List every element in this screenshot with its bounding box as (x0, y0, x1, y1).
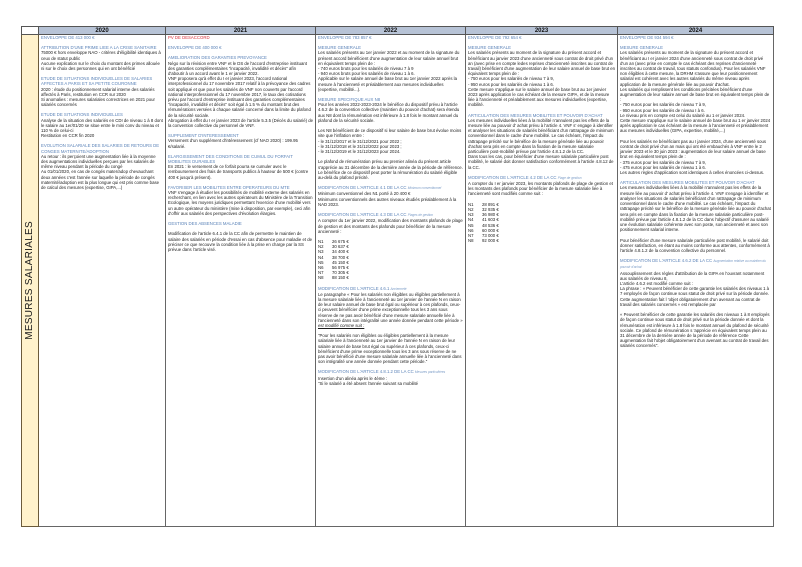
amount: 56 975 € (332, 264, 349, 270)
amount: 38 700 € (332, 254, 349, 260)
amount: 30 637 € (332, 244, 349, 250)
corner-cell (22, 27, 39, 35)
amount: 60 000 € (482, 227, 499, 233)
section-2020-2 (41, 76, 163, 107)
section-body: Les mesures individuelles liées à la mobilité n'annulent pas les effets de la mesure liée au pouvoir d' achat prévu à l'article 4. VNF s' engage à identifier et analyser les situations de salariés bénéficiant d'un rattrapage de minimum conventionnel dans le cadre d'une mobilité. Le cas échéant, l'impact du rattrapage précité sur le bénéfice de la mesure générale liée au pouvoir d'achat sera pris en compte dans la fixation de la mesure salariale particulière post-mobilité prévue par l'article 4.8.1.2 de la CC. Dans tous les cas, pour bénéficier d'une mesure salariale particulière post mobilité, le salarié doit donner satisfaction conformément à l'article 4.8.12 de la CC. (468, 117, 614, 170)
cell-2023 (466, 35, 618, 527)
amount: 28 891 € (482, 201, 499, 207)
section-note: Plages de gestion (407, 213, 434, 218)
amount: 26 675 € (332, 238, 349, 244)
section-title: MODIFICATION DE L'ARTICLE 4.6.1 (318, 285, 390, 291)
section-title: AMELIORATION DES GARANTIES PREVOYANCE (168, 55, 267, 61)
amount: 45 150 € (332, 259, 349, 265)
section-note: Minimum conventionnel (407, 186, 442, 191)
section-body: A compter du 1er janvier 2022, modification des montants plafonds de plage de gestion et des montants des plafonds pour bénéficier de la mesure ancienneté : (318, 218, 464, 234)
section-title: MESURE GENERALE (620, 45, 663, 51)
row-label: MESURES SALARIALES (24, 220, 36, 340)
section-title: ETUDE DE SITUATIONS INDIVIDUELLES (41, 112, 123, 118)
section-title: SUPPLEMENT D'INTERESSEMENT (168, 133, 239, 139)
section-title: GESTION DES ABSENCES MALADIE (168, 221, 242, 227)
section-body: A compter du I er janvier 2023, les montants plafonds de plage de gestion et les montants des plafonds pour bénéficier de la mesure salariale liée à l'ancienneté sont modifiés comme suit : (468, 181, 615, 197)
section-2024-art462 (620, 258, 771, 348)
section-title: FAVORISER LES MOBILITES ENTRE OPERATEURS DU MTE (168, 184, 290, 190)
level: N4 (318, 254, 324, 260)
section-body-text: Le paragraphe « Pour les salariés non éligibles ou éligibles partiellement à la mesure salariale liée à l'ancienneté au 1er janvier de l'année N en raison de leur salaire annuel de base brut égal ou supérieur à ces plafonds, ceux-ci peuvent bénéficier d'une prime exceptionnelle tous les 3 ans sous réserve de ne pas avoir bénéficié d'une mesure salariale annuelle liée à l'ancienneté dans son intégralité une année donnée pendant cette période » (318, 291, 463, 323)
cell-2021 (166, 35, 316, 527)
section-note: Mesures particulières (414, 370, 446, 375)
row-label-cell (22, 35, 39, 527)
section-title: ETUDE DE SITUATIONS INDIVIDUELLES DE SALARIES AFFECTES A PARIS ET SA PETITE COURONNE (41, 76, 153, 87)
section-2022-n8 (318, 97, 463, 180)
section-title: MODIFICATION DE L'ARTICLE 4.2 DE LA CC (468, 174, 557, 180)
section-body: Modification de l'article 6.4.1 de la CC afin de permettre le maintien de salaire des salariés en période d'essai en cas d'absence pour maladie et de préciser ce que recouvre la condition liée à la prise en charge par la SS prévue dans l'article visé. (168, 231, 314, 252)
section-title: MODIFICATION DE L'ARTICLE 4.6.2 DE LA CC (620, 258, 713, 264)
level: N7 (318, 270, 324, 276)
amount: 32 935 € (482, 206, 499, 212)
level: N8 (468, 238, 474, 244)
level: N4 (468, 217, 474, 223)
section-title: ATTRIBUTION D'UNE PRIME LIEE A LA CRISE SANITAIRE (41, 45, 157, 51)
section-2020-4 (41, 143, 163, 190)
status-2021: PV DE DESACCORD (168, 35, 210, 40)
level-table-2023 (468, 202, 615, 244)
section-2021-4 (168, 185, 313, 216)
level: N1 (318, 238, 324, 244)
amount: 36 980 € (482, 212, 499, 218)
level: N2 (318, 244, 324, 250)
section-body: Assouplissement des règles d'attribution de la GIPA en l'ouvrant notamment aux salariés de niveau 8, L'article 4.6.2 est modifié comme suit : La phrase : « Peuvent bénéficier de cette garantie les salariés des niveaux 1 à 7 employés de façon continue sous statut de droit privé sur la période donnée. Cette augmentation fait l 'objet obligatoirement d'un avenant au contrat de travail des salariés concernés » est remplacée par « Peuvent bénéficier de cette garantie les salariés des niveaux 1 à 8 employés de façon continue sous statut de droit privé sur la période donnée et dont la rémunération est inférieure à 1.8 fois le montant annuel du plafond de sécurité sociale. Ce plafond de rémunération s 'apprécie en équivalent temps plein au 31 décembre de la dernière année de la période de référence Cette augmentation fait l'objet obligatoirement d'un avenant au contrat de travail des salariés concernés". (620, 270, 770, 349)
section-body: Versement d'un supplément d'intéressement (cf NAO 2020) : 199.95 €/salarié. (168, 138, 300, 149)
column-header-2022: 2022 (316, 27, 466, 35)
section-body: En 2021 : le versement de ce forfait pourra se cumuler avec le remboursement des frais de transports publics à hauteur de 500 € (contre 400 € jusqu'à présent). (168, 164, 310, 180)
section-title: EVOLUTION SALARIALE DES SALARIES DE RETOURS DE CONGES MATERNITE/ADOPTION (41, 143, 160, 154)
section-2024-mobility (620, 180, 771, 253)
column-header-2024: 2024 (618, 27, 774, 35)
section-2021-1 (168, 55, 313, 128)
column-header-2023: 2023 (466, 27, 618, 35)
section-2023-general (468, 45, 615, 107)
section-quote: "Pour les salariés non éligibles ou éligibles partiellement à la mesure salariale liée à l'ancienneté au 1er janvier de l'année N en raison de leur salaire annuel de base brut égal ou supérieur à ces plafonds, ceux-ci bénéficient d'une prime exceptionnelle tous les 3 ans sous réserve de ne pas avoir bénéficié d'une mesure salariale annuelle liée à l'ancienneté dans son intégralité une année donnée pendant cette période." (318, 333, 463, 365)
section-title: MESURE GENERALE (468, 45, 511, 51)
section-2023-mobility (468, 113, 615, 170)
amount: 48 536 € (482, 222, 499, 228)
section-body: 75000 € hors enveloppe NAO - critères d'éligibilité identiques à ceux de statut public Aucune explication sur le choix du montant des primes allouée ni sur le choix des personnes qui en ont bénéficié (41, 50, 161, 72)
cell-2022 (316, 35, 466, 527)
level: N6 (468, 227, 474, 233)
section-body (318, 292, 463, 328)
section-body: Les mesures individuelles liées à la mobilité n'annulent pas les effets de la mesure liée au pouvoir d' achat prévu à l'article 4. VNF s'engage à identifier et analyser les situations de salariés bénéficiant d'un rattrapage de minimum conventionnel dans le cadre d'une mobilité. Le cas échéant, l'impact du rattrapage précité sur le bénéfice de la mesure générale liée au pouvoir d'achat sera pris en compte dans la fixation de la mesure salariale particulière post-mobilité prévue par l'article 4.8.1.2 de la CC dans l'objectif d'assurer au salarié une évolution salariale cohérente avec son poste, son ancienneté et avec son positionnement salarial interne. Pour bénéficier d'une mesure salariale particulière post mobilité, le salarié doit donner satisfaction, en étant au moins conforme aux attentes, conformément à l'article 4.8.1.2 de la convention collective du personnel. (620, 185, 771, 253)
cell-2020 (39, 35, 166, 527)
cell-2024 (618, 35, 774, 527)
section-body: 2020 : étude du positionnement salarial interne des salariés affectés à Paris, restitution en CCR sur 2020 Si anomalies : mesures salariales correctrices en 2021 pour salariés concernés (41, 86, 155, 108)
amount: 34 400 € (332, 249, 349, 255)
section-2021-5 (168, 221, 313, 252)
level: N3 (318, 249, 324, 255)
section-2020-1 (41, 45, 163, 71)
section-body: Au retour : ils perçoient une augmentation liée à la moyenne des augmentations individuelles perçues par les salariés de même niveau pendant la période du congé Au 01/01/2020, en cas de congés mater/adop chevauchant deux années c'est l'année sur laquelle la période de congés maternité/adoption est la plus longue qui est pris comme base de calcul des mesures (expertise, GIPA,...) (41, 153, 159, 191)
level: N8 (318, 275, 324, 281)
section-2022-art43 (318, 212, 463, 280)
section-2022-general (318, 45, 463, 92)
section-body: Les salariés présents au moment de la signature du présent accord et bénéficiant au janvier 2023 d'une ancienneté sous contrat de droit privé d'un an (avec prise en compte ledes reprises d'ancienneté inscrites au contrat de travail) bénéficient d'une augmentation de leur salaire annuel de base brut en équivalent temps plein de : - 750 euros pour les salariés de niveau 7 à 9, - 950 euros pour les salariés de niveau 1 à 6. Cette mesure s'applique sur le salaire annuel de base brut au 1er janvier 2023 après application le cas échéant de la mesure GIPA, et de la mesure liée à l'ancienneté et préalablement aux mesures individuelles (expertise, mobilité. (468, 50, 616, 108)
amount: 41 603 € (482, 217, 499, 223)
envelope-2020: ENVELOPPE DE 413 000 € (41, 35, 95, 40)
section-title: MODIFICATION DE L'ARTICLE 4.8.1.2 DE LA CC (318, 369, 414, 375)
section-2021-3 (168, 154, 313, 180)
column-header-2020: 2020 (39, 27, 166, 35)
salary-measures-table (21, 26, 773, 527)
section-title: MODIFICATION DE L'ARTICLE 4.1 DE LA CC (318, 185, 407, 191)
section-body: Négo sur la révision entre VNF et le DS de l'accord d'entreprise instituant des garanties complémentaires "incapacité, invalidité et décès" afin d'aboutir à un accord avant le 1 er janvier 2022. VNF proposera qu'à effet du I er janvier 2023, l'accord national interprofessionnel du 17 novembre 2017 relatif à la prévoyance des cadres soit appliqué et que pour les salariés de VNF non couverts par l'accord national interprofessionnel du 17 novembre 2017, le taux des cotisations prévu par l'accord d'entreprise instituant des garanties complémentaires "incapacité, invalidité et décès" soit égal à 1.5 % du montant brut des rémunérations versées à chaque salarié concerné dans la limite du plafond de la sécurité sociale. Abrogation à effet du I er janvier 2023 de l'article 5.3.5 (Décès du salarié) de la convention collective du personnel de VNF. (168, 60, 314, 129)
level: N7 (468, 232, 474, 238)
section-body: Les salariés présents au moment de la signature du présent accord et bénéficiant au I er janvier 2024 d'une ancienneté sous contrat de droit privé d'un an (avec prise en compte le cas échéant des reprises d'ancienneté inscrites au contrat de travail, tous statuts confondus). Pour les salariés VNF non éligibles à cette mesure, la DRHM s'assure que leur positionnement salarial est cohérent avec les autres salariés du même niveau après application de la mesure générale liée au pouvoir d'achat. Les salariés qui remplissent les conditions précitées bénéficient d'une augmentation de leur salaire annuel de base brut en équivalent temps plein de : - 750 euros pour les salariés de niveau 7 à 9, - 950 euros pour les salariés de niveau I à 6. Le niveau pris en compte est celui du salarié au 1 er janvier 2024. Cette mesure s'applique sur le salaire annuel de base brut au 1 er janvier 2024 après application le cas échéant de la mesure à l'ancienneté et préalablement aux mesures individuelles (GIPA, expertise, mobilité,...) Pour les salariés ne bénéficiant pas au I janvier 2024, d'une ancienneté sous contrat de droit privé d'un an mais qui ont été embauchés à VNF entre le 2 janvier 2023 et le 30 juin 2023 : augmentation de leur salaire annuel de base brut en équivalent temps plein de : - 375 euros pour les salariés de niveau 7 à 9, - 475 euros pour les salariés de niveau 1 à 6. Les autres règles d'application sont identiques à celles énoncées ci-dessus. (620, 50, 771, 176)
level: N2 (468, 206, 474, 212)
amount: 70 305 € (332, 270, 349, 276)
section-2024-general (620, 45, 771, 175)
section-2022-art41 (318, 185, 463, 207)
level: N6 (318, 264, 324, 270)
level: N5 (318, 259, 324, 265)
section-title: MESURE GENERALE (318, 45, 361, 51)
envelope-2024: ENVELOPPE DE 934 594 € (620, 35, 674, 40)
section-2022-art4812 (318, 369, 463, 386)
section-2020-3 (41, 112, 163, 138)
envelope-2022: ENVELOPPE DE 783 857 € (318, 35, 372, 40)
section-body: Les salariés présents au 1er janvier 2022 et au moment de la signature du présent accord bénéficient d'une augmentation de leur salaire annuel brut en équivalent temps plein de : - 740 euros bruts pour les salariés de niveau 7 à 9 - 940 euros bruts pour les salariés de niveau 1 à 6. Applicable sur le salaire annuel de base brut au 1er janvier 2022 après la mesure à l'ancienneté et préalablement aux mesures individuelles (expertise, mobilité...). (318, 50, 460, 92)
section-2023-art42 (468, 175, 615, 243)
amount: 88 150 € (332, 275, 349, 281)
level: N3 (468, 212, 474, 218)
section-body: Insertion d'un alinéa après le 4ème : "Si le salarié a été absent l'année suivant sa mobilité (318, 375, 419, 386)
amount: 73 000 € (482, 232, 499, 238)
section-note: Ancienneté (390, 286, 407, 291)
section-body: Minimum conventionnel des N1 porté à 20 400 € Minimums conventionnels des autres niveaux étudiés préalablement à la NAD 2023. (318, 191, 457, 207)
column-header-2021: 2021 (166, 27, 316, 35)
section-note: Plage de gestion (557, 175, 582, 180)
section-title: MESURE SPECIFIQUE AUX N8 (318, 97, 381, 103)
section-note: Augmentation relative au maintien du pouvoir d'achat (620, 259, 766, 270)
amount: 92 000 € (482, 238, 499, 244)
level: N5 (468, 222, 474, 228)
section-body: Analyse de la situation des salariés en CDI de niveau 1 à 8 dont le salaire au 1er/01/20 se situe entre le mini conv du niveau et 110 % de celui-ci Restitution en CCR fin 2020 (41, 117, 163, 139)
level: N1 (468, 201, 474, 207)
section-title: ARTICULATION DES MESURES MOBILITES ET POUVOIR D'ACHAT (468, 112, 603, 118)
section-2021-2 (168, 133, 313, 149)
section-title: MODIFICATION DE L'ARTICLE 4.3 DE LA CC (318, 212, 407, 218)
envelope-2023: ENVELOPPE DE 792 654 € (468, 35, 522, 40)
section-body: VNF s'engage à étudier les possibilités de mobilité externe des salariés en recherchant, en lien avec les autres opérateurs du Ministère de la Transition Ecologique, les moyens juridiques permettant l'exercice d'une mobilité vers un autre opérateur du ministère (mise à disposition, par exemple), ceci afin d'offrir aux salariés des perspectives d'évolution élargies. (168, 190, 314, 216)
section-2022-art461 (318, 286, 463, 365)
level-table-2022 (318, 239, 463, 281)
envelope-2021: ENVELOPPE DE 400 000 € (168, 45, 222, 51)
section-title: ARTICULATION DES MESURES MOBILITES ET POUVOIR D'ACHAT (620, 180, 755, 186)
section-title: ELARGISSEMENT DES CONDITIONS DE CUMUL DU FORFAIT MOBILITES DURABLES (168, 153, 293, 165)
section-body-tail: est modifié comme suit : (318, 322, 365, 328)
section-body: Pour les années 2022-2023-2024 le bénéfice du dispositif prévu à l'article 4.6.2 de la convention collective (maintien du pouvoir d'achat) sera étendu aux N8 dont la rémunération est inférieure à 1.8 fois le montant annuel du plafond de la sécurité sociale. Les N8 bénéficient de ce dispositif si leur salaire de base brut évolue moins vite que l'inflation entre : - le 31/12/2017 et le 31/12/2021 pour 2022 ; - le 31/12/2018 et le 31/12/2022 pour 2023 ; - le 31/12/2019 et le 31/12/2023 pour 2024. Le plafond de rémunération prévu au premier alinéa du présent article s'apprécie au 31 décembre de la dernière année de la période de référence. Le bénéfice de ce dispositif peut porter la rémunération du salarié éligible au-delà du plafond précité. (318, 102, 463, 181)
